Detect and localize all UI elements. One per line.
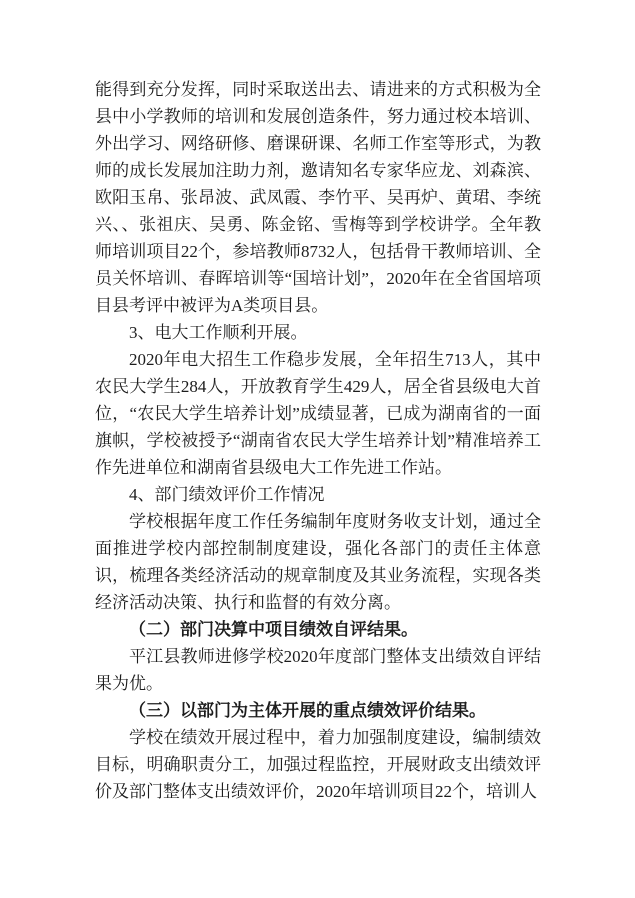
heading-tvu-work: 3、电大工作顺利开展。 — [129, 323, 308, 342]
paragraph-tvu-enrollment: 2020年电大招生工作稳步发展，全年招生713人，其中农民大学生284人，开放教育学生429人，居全省县级电大首位，“农民大学生培养计划”成绩显著，已成为湖南省的一面旗帜，学校被授予“湖南省农民大学生培养计划”精准培养工作先进单位和湖南省县级电大工作先进工作站。 — [95, 350, 541, 477]
paragraph-evaluation-process: 学校在绩效开展过程中，着力加强制度建设，编制绩效目标，明确职责分工，加强过程监控，开展财政支出绩效评价及部门整体支出绩效评价，2020年培训项目22个，培训人 — [95, 728, 541, 801]
heading-key-evaluation-result: （三）以部门为主体开展的重点绩效评价结果。 — [129, 701, 486, 720]
paragraph-teacher-training: 能得到充分发挥，同时采取送出去、请进来的方式积极为全县中小学教师的培训和发展创造条件，努力通过校本培训、外出学习、网络研修、磨课研课、名师工作室等形式，为教师的成长发展加注助力剂，邀请知名专家华应龙、刘森滨、欧阳玉帛、张昂波、武凤霞、李竹平、吴再炉、黄珺、李统兴、、张祖庆、吴勇、陈金铭、雪梅等到学校讲学。全年教师培训项目22个，参培教师8732人，包括骨干教师培训、全员关怀培训、春晖培训等“国培计划”，2020年在全省国培项目县考评中被评为A类项目县。 — [95, 80, 541, 315]
document-body — [95, 76, 541, 805]
heading-department-performance: 4、部门绩效评价工作情况 — [129, 485, 325, 504]
heading-self-evaluation-result: （二）部门决算中项目绩效自评结果。 — [129, 620, 418, 639]
paragraph-self-evaluation-result: 平江县教师进修学校2020年度部门整体支出绩效自评结果为优。 — [95, 647, 541, 693]
paragraph-internal-control: 学校根据年度工作任务编制年度财务收支计划，通过全面推进学校内部控制制度建设，强化各部门的责任主体意识，梳理各类经济活动的规章制度及其业务流程，实现各类经济活动决策、执行和监督的有效分离。 — [95, 512, 541, 612]
